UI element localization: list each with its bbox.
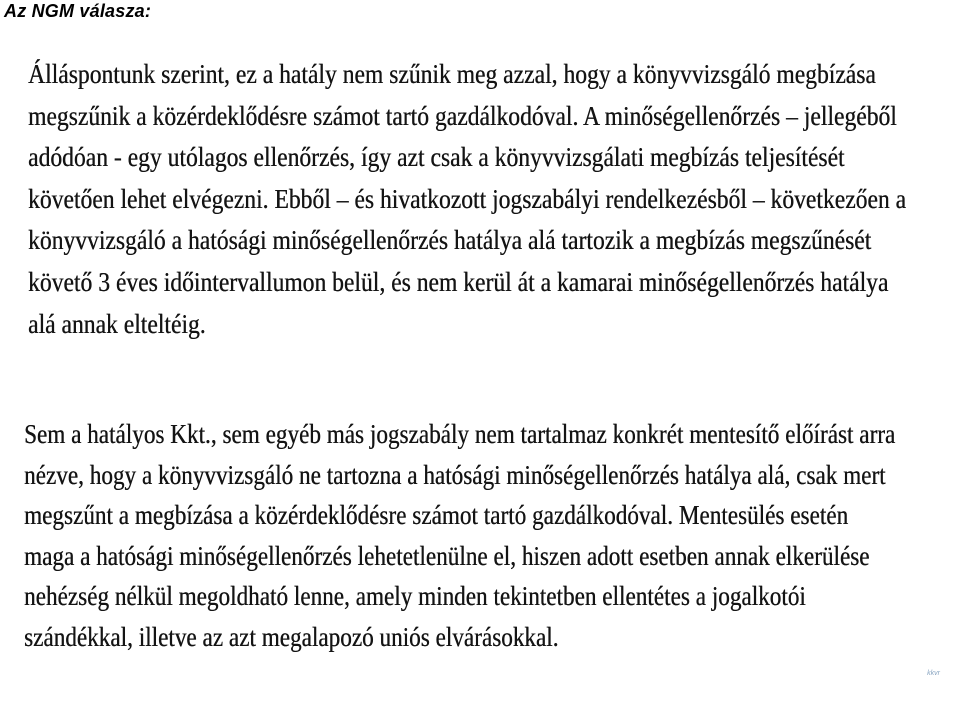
paragraph-1-line-1: Álláspontunk szerint, ez a hatály nem szűnik meg azzal, hogy a könyvvizsgáló megbízása (28, 59, 876, 89)
paragraph-1-line-3: adódóan - egy utólagos ellenőrzés, így azt csak a könyvvizsgálati megbízás teljesítését (28, 142, 845, 173)
scanned-paragraph-1 (28, 54, 908, 345)
paragraph-2-line-5: nehézség nélkül megoldható lenne, amely minden tekintetben ellentétes a jogalkotói (24, 581, 806, 611)
paragraph-1-line-6: követő 3 éves időintervallumon belül, és nem kerül át a kamarai minőségellenőrzés hatálya (28, 266, 889, 297)
paragraph-1-line-7: alá annak elteltéig. (28, 308, 206, 339)
paragraph-2-line-3: megszűnt a megbízása a közérdeklődésre számot tartó gazdálkodóval. Mentesülés esetén (24, 500, 849, 530)
corner-logo: kkvr (927, 670, 940, 677)
page-heading: Az NGM válasza: (4, 1, 152, 21)
paragraph-1-line-5: könyvvizsgáló a hatósági minőségellenőrzés hatálya alá tartozik a megbízás megszűnését (28, 225, 872, 256)
scanned-paragraph-2 (24, 414, 924, 657)
paragraph-1-line-4: követően lehet elvégezni. Ebből – és hivatkozott jogszabályi rendelkezésből – következően a (28, 183, 907, 214)
paragraph-2-line-6: szándékkal, illetve az azt megalapozó uniós elvárásokkal. (24, 621, 559, 652)
paragraph-2-line-1: Sem a hatályos Kkt., sem egyéb más jogszabály nem tartalmaz konkrét mentesítő előírást arra (24, 419, 896, 449)
paragraph-2-line-2: nézve, hogy a könyvvizsgáló ne tartozna a hatósági minőségellenőrzés hatálya alá, csak mert (24, 459, 886, 490)
paragraph-1-line-2: megszűnik a közérdeklődésre számot tartó gazdálkodóval. A minőségellenőrzés – jellegéből (28, 100, 897, 131)
paragraph-2-line-4: maga a hatósági minőségellenőrzés lehetetlenülne el, hiszen adott esetben annak elkerülése (24, 540, 870, 571)
